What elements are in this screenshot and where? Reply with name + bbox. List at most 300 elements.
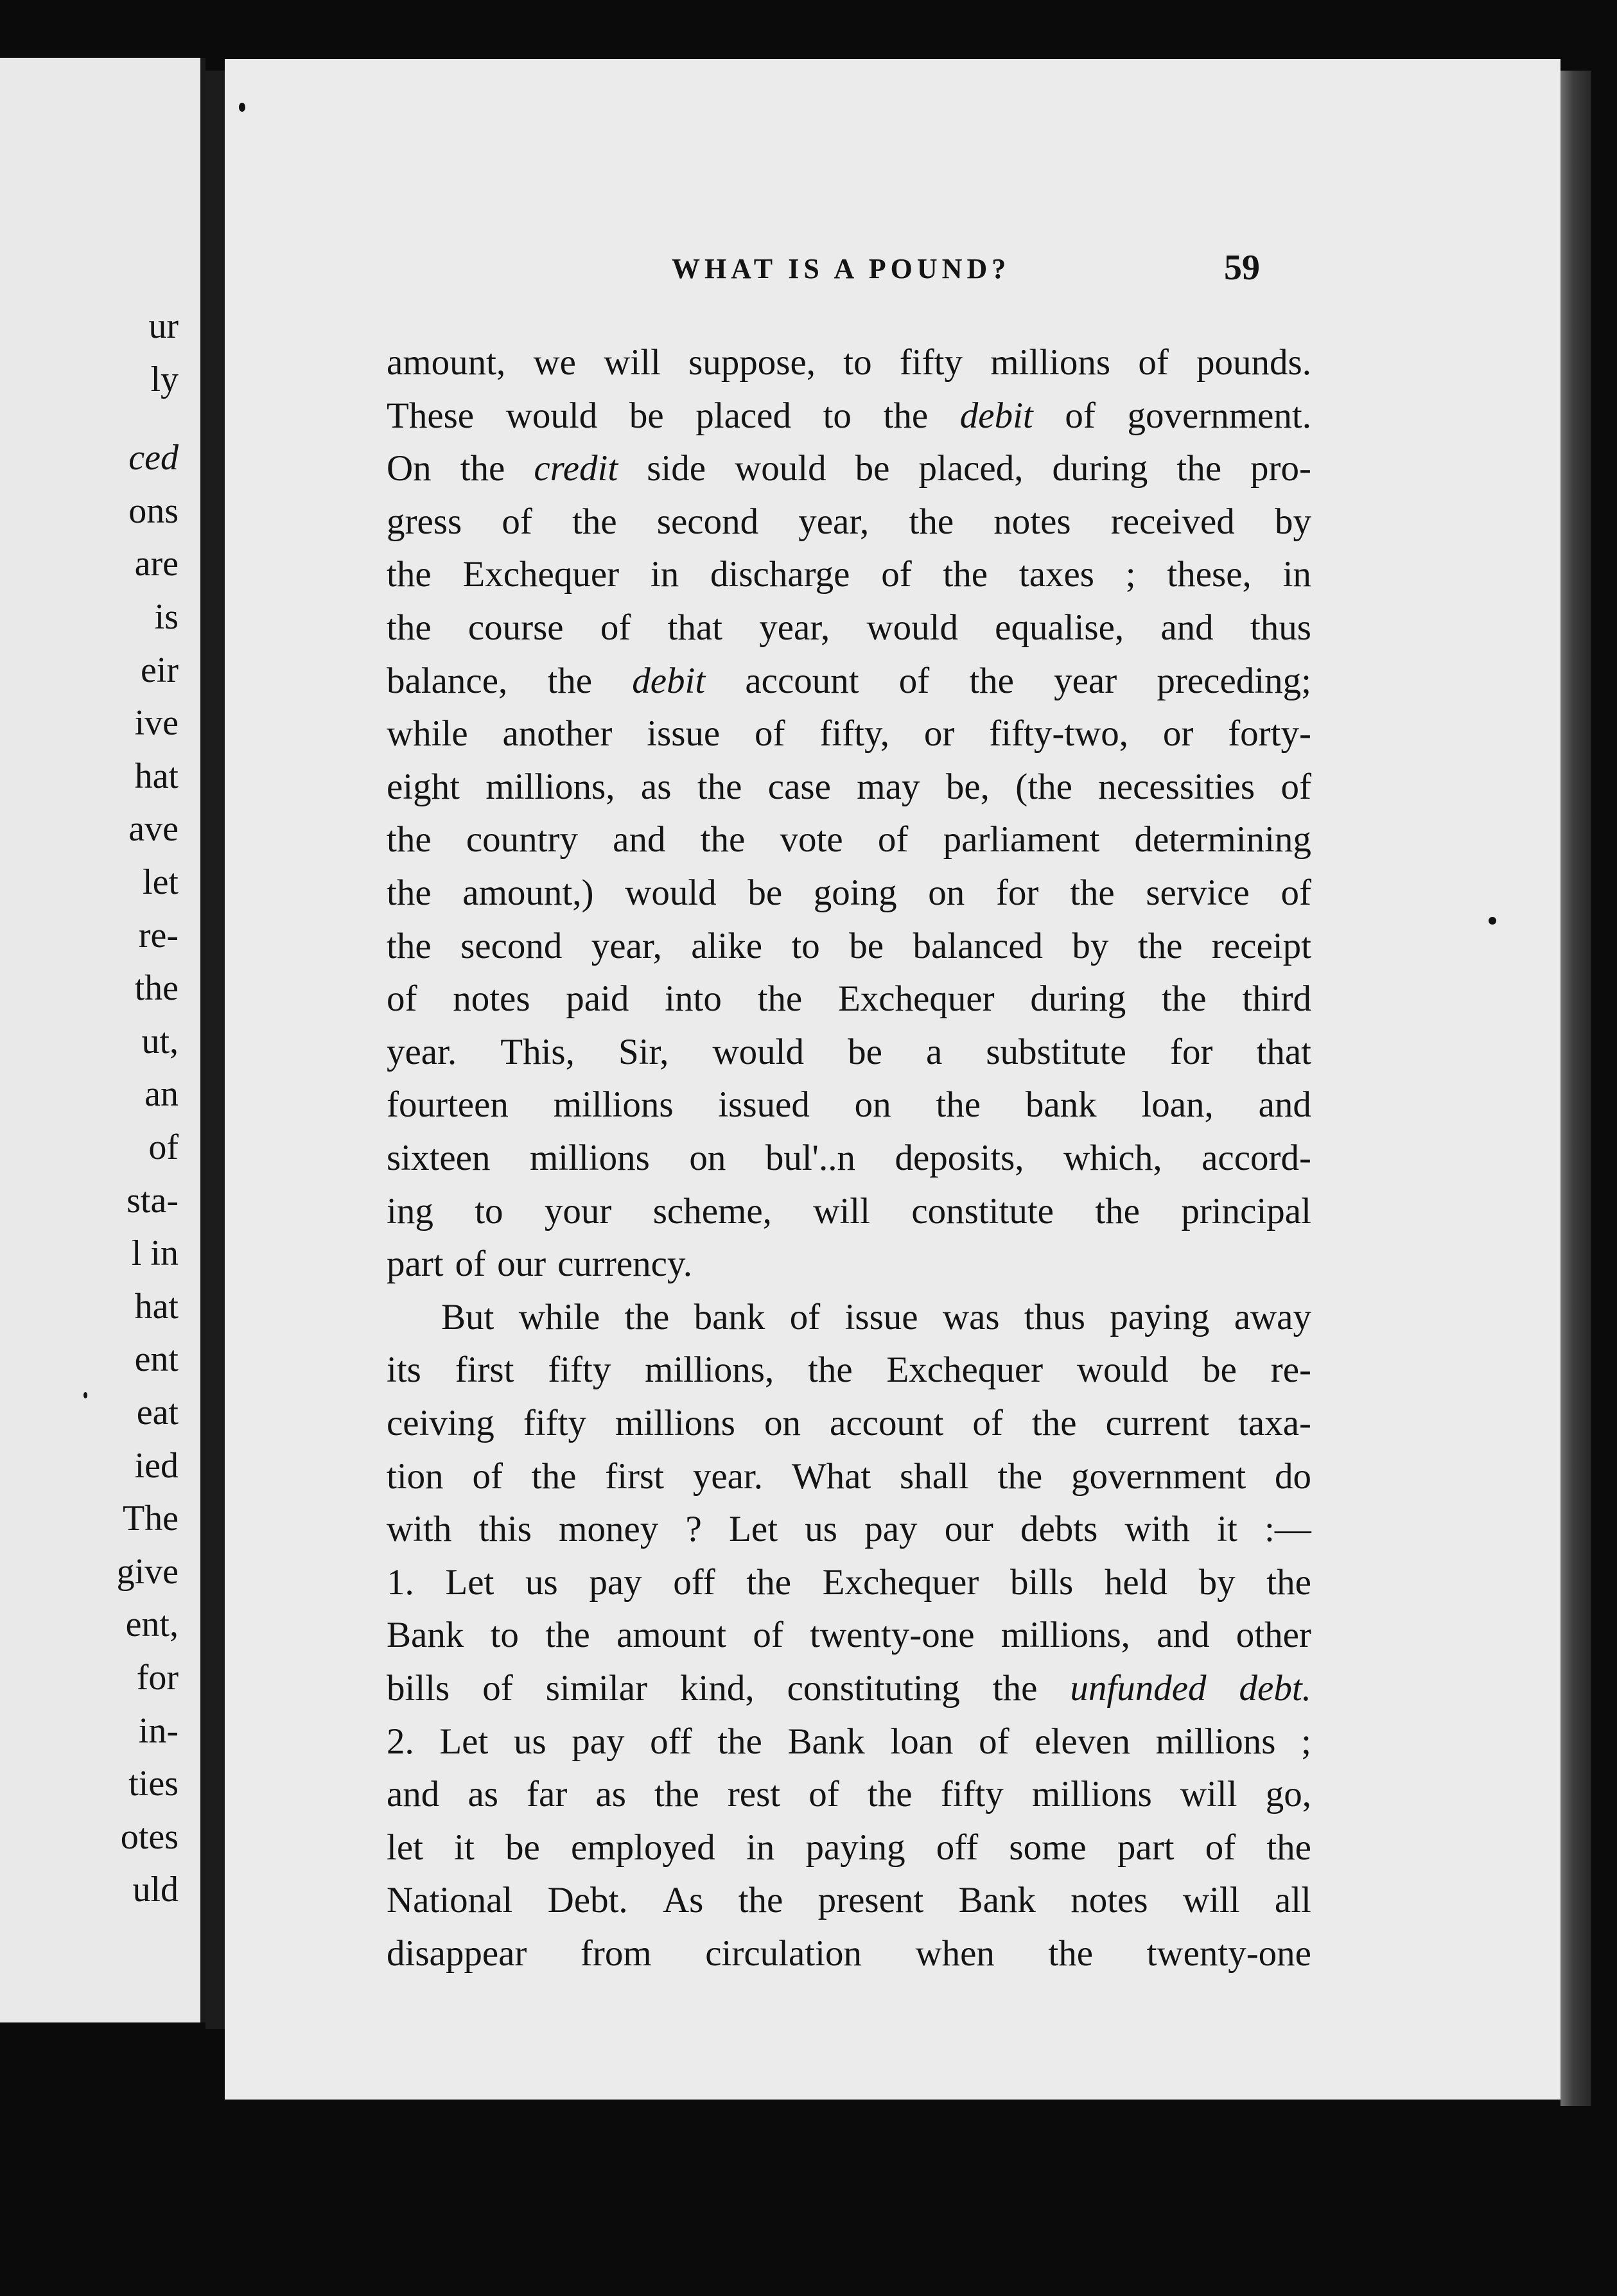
- word: would: [505, 395, 598, 436]
- word: ?: [685, 1509, 702, 1550]
- word: millions,: [485, 766, 615, 807]
- word: scheme,: [652, 1190, 772, 1231]
- word: deposits,: [895, 1138, 1024, 1178]
- word: preceding;: [1157, 660, 1311, 701]
- word: But: [441, 1296, 494, 1337]
- facing-page-fragment: are: [134, 544, 179, 584]
- word: This,: [500, 1031, 575, 1072]
- word: necessities: [1098, 766, 1255, 807]
- word: fifty-two,: [989, 713, 1129, 754]
- facing-page-fragment: the: [134, 968, 179, 1009]
- word: on: [689, 1138, 726, 1178]
- word: the: [624, 1296, 670, 1337]
- facing-page-fragment: otes: [120, 1816, 179, 1857]
- word: re-: [1270, 1350, 1311, 1391]
- word: millions: [615, 1403, 735, 1443]
- facing-page-fragment: ced: [128, 438, 179, 478]
- word: during: [1052, 448, 1148, 489]
- word: fifty: [548, 1350, 611, 1391]
- word: the: [1048, 1933, 1094, 1974]
- word: bills: [387, 1668, 450, 1709]
- word: sixteen: [387, 1138, 491, 1178]
- word: as: [595, 1774, 626, 1815]
- word: the: [700, 819, 746, 860]
- word: 1.: [387, 1561, 414, 1603]
- word: National: [387, 1880, 513, 1921]
- word: be: [848, 1031, 882, 1072]
- text-line: [387, 1719, 1311, 1764]
- word: rest: [727, 1774, 781, 1815]
- word: issue: [844, 1296, 918, 1337]
- word: (the: [1015, 766, 1072, 807]
- word: would: [735, 448, 826, 489]
- text-line: [387, 1242, 1311, 1287]
- word: constitute: [911, 1190, 1054, 1231]
- word: on: [928, 873, 965, 913]
- word: the: [387, 607, 432, 648]
- facing-page-fragment: sta-: [127, 1180, 179, 1221]
- word: do: [1275, 1456, 1311, 1497]
- word: your: [544, 1190, 612, 1231]
- word: of: [1138, 342, 1169, 383]
- text-line: [387, 552, 1311, 597]
- page-number: 59: [1224, 248, 1260, 288]
- word: to: [823, 395, 852, 436]
- word: fifty: [523, 1403, 586, 1443]
- word: employed: [571, 1827, 715, 1868]
- word: debts: [1020, 1509, 1098, 1550]
- word: millions: [529, 1138, 650, 1178]
- word: taxa-: [1238, 1403, 1311, 1443]
- word: Let: [439, 1721, 489, 1762]
- facing-page-fragment: let: [143, 862, 179, 902]
- word: twenty-one: [810, 1615, 975, 1656]
- word: pay: [589, 1561, 642, 1603]
- word: which,: [1063, 1138, 1162, 1178]
- word: bul'..n: [765, 1138, 855, 1178]
- word: substitute: [986, 1031, 1126, 1072]
- word: second: [656, 501, 759, 542]
- word: Exchequer: [837, 978, 995, 1020]
- text-line: [387, 1401, 1311, 1446]
- word: in: [650, 554, 679, 595]
- word: balanced: [913, 925, 1043, 966]
- word: with: [1124, 1509, 1190, 1550]
- word: part: [387, 1244, 444, 1285]
- word: will: [813, 1190, 870, 1231]
- word: us: [525, 1561, 558, 1603]
- word: course: [468, 607, 564, 648]
- facing-page-fragment: eir: [140, 650, 179, 690]
- word: millions: [1031, 1774, 1152, 1815]
- word: shall: [900, 1456, 969, 1497]
- word: the: [1176, 448, 1221, 489]
- word: the: [936, 1084, 981, 1126]
- ink-speck: [1489, 917, 1496, 925]
- word: of: [881, 554, 912, 595]
- text-line: [387, 1295, 1311, 1340]
- word: pay: [864, 1509, 918, 1550]
- facing-page-fragment: eat: [136, 1393, 179, 1432]
- word: Bank: [787, 1721, 865, 1762]
- text-line: [387, 1136, 1311, 1181]
- word: pounds.: [1196, 342, 1311, 383]
- word: year.: [387, 1031, 457, 1072]
- word: this: [478, 1509, 532, 1550]
- word: constituting: [787, 1668, 960, 1709]
- word: principal: [1181, 1190, 1311, 1231]
- word: to: [490, 1615, 519, 1656]
- word: into: [665, 978, 722, 1020]
- word: will: [1182, 1880, 1240, 1921]
- word: would: [1076, 1350, 1169, 1391]
- word: notes: [993, 501, 1071, 542]
- facing-page-fragment: an: [144, 1074, 179, 1115]
- word: for: [1169, 1031, 1213, 1072]
- word: the: [1070, 873, 1115, 913]
- word: may: [857, 766, 920, 807]
- word: be: [849, 925, 884, 966]
- text-line: [387, 1560, 1311, 1605]
- word: alike: [691, 925, 763, 966]
- word: Debt.: [547, 1880, 628, 1921]
- word: loan,: [1141, 1084, 1214, 1126]
- word: forty-: [1228, 713, 1311, 754]
- word: will: [604, 342, 661, 383]
- text-line: [387, 1825, 1311, 1870]
- word: What: [791, 1456, 871, 1497]
- word: be: [505, 1827, 540, 1868]
- word: gress: [387, 501, 462, 542]
- word: and: [1157, 1615, 1210, 1656]
- word: placed,: [918, 448, 1024, 489]
- word: some: [1009, 1827, 1087, 1868]
- word: the: [387, 925, 432, 966]
- word: loan: [890, 1721, 954, 1762]
- word: going: [813, 873, 897, 913]
- word: suppose,: [688, 342, 816, 383]
- word: year,: [591, 925, 662, 966]
- word: millions: [990, 342, 1111, 383]
- word: of: [1280, 766, 1311, 807]
- word: far: [527, 1774, 568, 1815]
- word: millions,: [645, 1350, 774, 1391]
- word: country: [466, 819, 578, 860]
- word: was: [942, 1296, 1000, 1337]
- word: kind,: [680, 1668, 755, 1709]
- word: the: [387, 873, 432, 913]
- word: by: [1274, 501, 1311, 542]
- word: us: [513, 1721, 546, 1762]
- facing-page-fragment: ly: [150, 359, 179, 399]
- word: :—: [1264, 1509, 1311, 1550]
- facing-page-fragment: ur: [148, 306, 179, 346]
- word: will: [1180, 1774, 1237, 1815]
- facing-page-fragment: of: [148, 1127, 179, 1167]
- word: the: [1031, 1403, 1077, 1443]
- word: while: [387, 713, 468, 754]
- word: vote: [780, 819, 843, 860]
- word: the: [1095, 1190, 1140, 1231]
- word: and: [1160, 607, 1214, 648]
- word: that: [667, 607, 722, 648]
- facing-page-fragment: The: [122, 1499, 179, 1539]
- word: the: [717, 1721, 762, 1762]
- word: millions: [1155, 1721, 1276, 1762]
- word: year.: [692, 1456, 764, 1497]
- word: of: [789, 1296, 821, 1337]
- facing-page-fragment: re-: [138, 915, 179, 955]
- word: the: [1266, 1561, 1311, 1603]
- word: side: [647, 448, 706, 489]
- word: fifty,: [819, 713, 890, 754]
- text-line: [387, 977, 1311, 1022]
- word: that: [1256, 1031, 1311, 1072]
- word: government: [1071, 1456, 1246, 1497]
- word: in: [1282, 554, 1311, 595]
- word: would: [866, 607, 958, 648]
- word: a: [925, 1031, 943, 1072]
- word: Exchequer: [462, 554, 620, 595]
- word: the: [387, 554, 432, 595]
- text-line: [387, 1454, 1311, 1499]
- word: the: [460, 448, 505, 489]
- word: fourteen: [387, 1084, 509, 1126]
- word: while: [518, 1296, 600, 1337]
- word: let: [387, 1827, 423, 1868]
- word: of: [755, 713, 785, 754]
- word: money: [559, 1509, 659, 1550]
- word: determining: [1134, 819, 1311, 860]
- text-line: [387, 1613, 1311, 1658]
- text-line: [387, 765, 1311, 810]
- word: of: [482, 1668, 513, 1709]
- word: as: [640, 766, 672, 807]
- word: the: [545, 1615, 590, 1656]
- word: the: [808, 1350, 853, 1391]
- word: to: [791, 925, 820, 966]
- running-head: WHAT IS A POUND?: [672, 253, 1011, 284]
- word: placed: [695, 395, 791, 436]
- word: would: [712, 1031, 805, 1072]
- word: Let: [729, 1509, 778, 1550]
- word: be: [747, 873, 783, 913]
- word: year,: [798, 501, 870, 542]
- facing-page-fragment: l in: [131, 1233, 179, 1274]
- word: fifty: [940, 1774, 1004, 1815]
- word: in: [746, 1827, 775, 1868]
- text-line: [387, 605, 1311, 650]
- text-line: [387, 1666, 1311, 1711]
- word: as: [468, 1774, 498, 1815]
- word: the: [1266, 1827, 1311, 1868]
- word: issue: [647, 713, 721, 754]
- word: be: [629, 395, 664, 436]
- word: first: [455, 1350, 514, 1391]
- word: currency.: [557, 1244, 693, 1285]
- word: all: [1274, 1880, 1311, 1921]
- word: the: [547, 660, 593, 701]
- word: during: [1030, 978, 1126, 1020]
- word: and: [1258, 1084, 1311, 1126]
- word: it: [454, 1827, 475, 1868]
- word: amount,): [462, 873, 594, 913]
- word: the: [997, 1456, 1043, 1497]
- word: paying: [805, 1827, 905, 1868]
- word: third: [1242, 978, 1311, 1020]
- word: issued: [718, 1084, 810, 1126]
- word: pro-: [1250, 448, 1311, 489]
- word: the: [883, 395, 929, 436]
- text-line: [387, 1083, 1311, 1127]
- word: the: [1137, 925, 1183, 966]
- word: bank: [1025, 1084, 1097, 1126]
- word: twenty-one: [1146, 1933, 1311, 1974]
- word: of: [1205, 1827, 1236, 1868]
- word: year,: [759, 607, 830, 648]
- word: of: [1065, 395, 1096, 436]
- text-line: [387, 711, 1311, 756]
- word: fifty: [899, 342, 963, 383]
- word: 2.: [387, 1721, 414, 1762]
- word: by: [1072, 925, 1109, 966]
- word: present: [817, 1880, 924, 1921]
- facing-page-fragment: is: [154, 597, 179, 637]
- word: the: [738, 1880, 783, 1921]
- word: of: [979, 1721, 1010, 1762]
- word: part: [1117, 1827, 1175, 1868]
- text-line: [387, 1030, 1311, 1075]
- text-line: [387, 446, 1311, 491]
- word: our: [944, 1509, 993, 1550]
- word: be: [1202, 1350, 1237, 1391]
- facing-page-fragment: ut,: [141, 1021, 179, 1061]
- word: of: [877, 819, 909, 860]
- word: ing: [387, 1190, 433, 1231]
- word: parliament: [943, 819, 1100, 860]
- word: of: [472, 1456, 503, 1497]
- word: by: [1198, 1561, 1236, 1603]
- word: notes: [1071, 1880, 1148, 1921]
- word: Exchequer: [822, 1561, 979, 1603]
- text-line: [387, 1348, 1311, 1393]
- word: discharge: [710, 554, 850, 595]
- word: current: [1105, 1403, 1209, 1443]
- word: away: [1234, 1296, 1311, 1337]
- word: off: [936, 1827, 979, 1868]
- facing-page-fragment: ied: [134, 1445, 179, 1486]
- word: disappear: [387, 1933, 527, 1974]
- word: amount,: [387, 342, 506, 383]
- text-line: [387, 500, 1311, 544]
- word: paying: [1110, 1296, 1210, 1337]
- word: government.: [1127, 395, 1311, 436]
- word: ;: [1301, 1721, 1311, 1762]
- text-line: [387, 394, 1311, 439]
- text-line: [387, 659, 1311, 704]
- word: we: [533, 342, 576, 383]
- word: the: [909, 501, 954, 542]
- word: the: [531, 1456, 577, 1497]
- facing-page-fragment: hat: [134, 1286, 179, 1326]
- word: to: [843, 342, 872, 383]
- word: Sir,: [618, 1031, 669, 1072]
- facing-page-fragment: ive: [134, 703, 179, 744]
- text-line: [387, 1931, 1311, 1976]
- word: millions: [553, 1084, 674, 1126]
- facing-page-fragment: give: [116, 1551, 179, 1592]
- word: accord-: [1202, 1138, 1311, 1178]
- word: another: [502, 713, 613, 754]
- word: eight: [387, 766, 460, 807]
- text-line: [387, 1507, 1311, 1552]
- facing-page-fragment: uld: [132, 1870, 179, 1910]
- word: and: [387, 1774, 440, 1815]
- word: millions,: [1001, 1615, 1130, 1656]
- text-line: [387, 871, 1311, 916]
- text-line: [387, 1189, 1311, 1234]
- word: the: [867, 1774, 913, 1815]
- word: of: [502, 501, 532, 542]
- word: These: [387, 395, 475, 436]
- facing-page-fragment: ent: [134, 1339, 179, 1380]
- word: first: [605, 1456, 665, 1497]
- word: the: [387, 819, 432, 860]
- word: Let: [445, 1561, 494, 1603]
- word: on: [854, 1084, 891, 1126]
- text-line: [387, 1772, 1311, 1817]
- word: be,: [945, 766, 990, 807]
- word: amount: [616, 1615, 727, 1656]
- facing-page: [0, 58, 205, 2022]
- word: debit: [959, 395, 1033, 436]
- word: or: [923, 713, 955, 754]
- word: Exchequer: [886, 1350, 1044, 1391]
- word: bank: [694, 1296, 765, 1337]
- facing-page-fragment: ent,: [125, 1605, 179, 1645]
- word: held: [1104, 1561, 1167, 1603]
- ink-speck: [239, 103, 245, 112]
- word: As: [663, 1880, 704, 1921]
- word: ceiving: [387, 1403, 494, 1443]
- word: the: [757, 978, 803, 1020]
- word: eleven: [1035, 1721, 1130, 1762]
- word: the: [697, 766, 742, 807]
- word: Bank: [958, 1880, 1036, 1921]
- word: taxes: [1018, 554, 1094, 595]
- word: of: [387, 978, 417, 1020]
- page-edge: [1560, 71, 1591, 2106]
- word: from: [580, 1933, 652, 1974]
- word: our: [497, 1244, 546, 1285]
- word: its: [387, 1350, 421, 1391]
- word: the: [1161, 978, 1207, 1020]
- text-line: [387, 1878, 1311, 1923]
- word: case: [767, 766, 831, 807]
- word: similar: [545, 1668, 647, 1709]
- word: of: [1280, 873, 1311, 913]
- facing-page-fragment: in-: [138, 1710, 179, 1751]
- word: of: [898, 660, 930, 701]
- word: the: [969, 660, 1014, 701]
- word: second: [460, 925, 563, 966]
- word: of: [455, 1244, 486, 1285]
- word: credit: [534, 448, 618, 489]
- word: when: [915, 1933, 995, 1974]
- word: equalise,: [995, 607, 1124, 648]
- word: ;: [1125, 554, 1136, 595]
- word: the: [992, 1668, 1038, 1709]
